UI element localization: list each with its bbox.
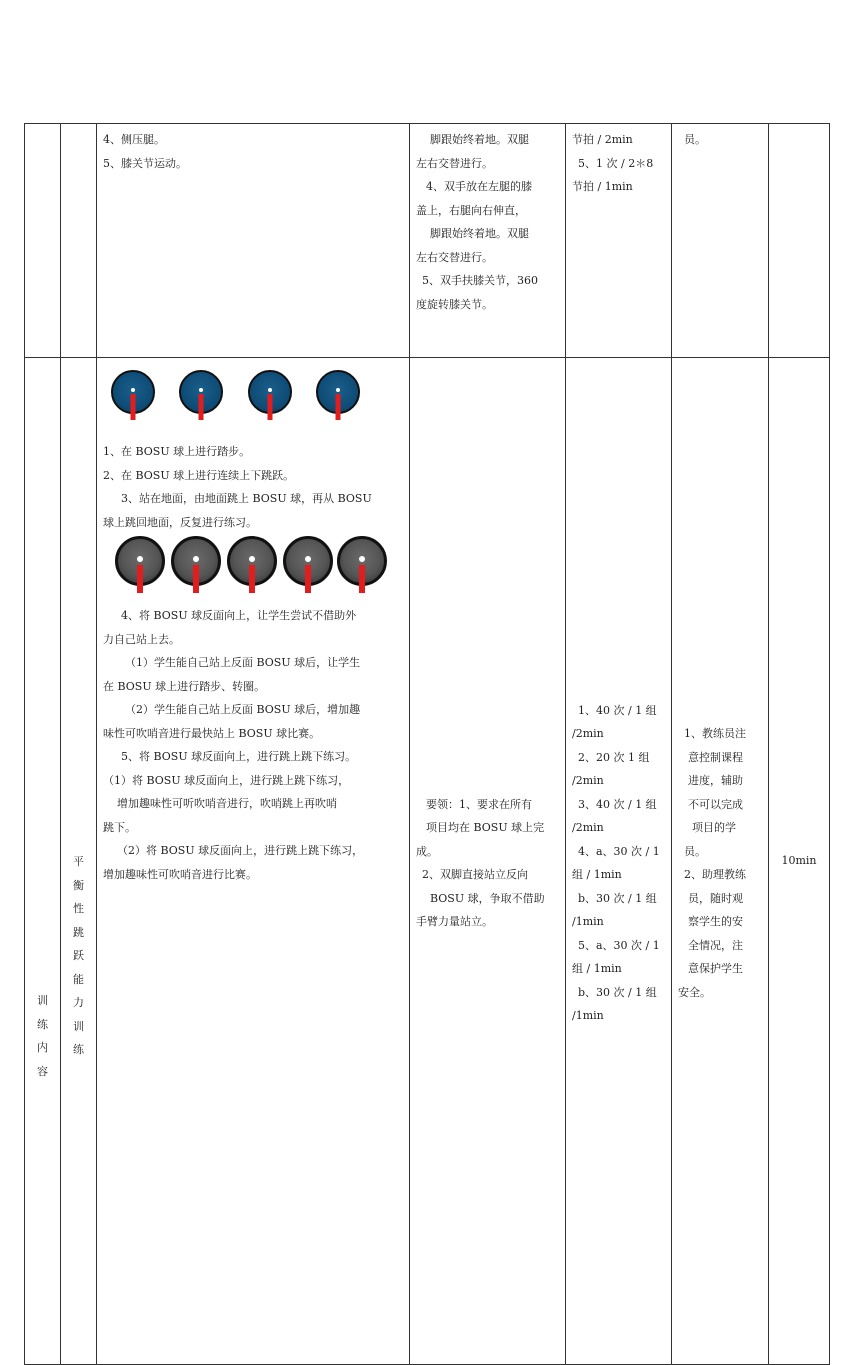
bosu-ball-image [316, 370, 360, 414]
text-line: 项目的学 [692, 821, 736, 834]
vertical-char: 容 [37, 1064, 48, 1078]
text-line: 增加趣味性可听吹哨音进行，吹哨跳上再吹哨 [117, 797, 337, 810]
content-lines-b [97, 604, 409, 886]
text-line: 5、a、30 次 / 1 [578, 938, 660, 952]
text-line: 安全。 [678, 985, 711, 999]
text-line: 意保护学生 [688, 962, 743, 975]
text-line: 不可以完成 [688, 797, 743, 811]
text-line: 脚跟始终着地。双腿 [430, 227, 529, 240]
text-line: 察学生的安 [688, 915, 743, 928]
time-cell-empty [769, 124, 830, 358]
vertical-char: 力 [73, 996, 84, 1010]
text-line: 组 / 1min [572, 962, 622, 975]
category-label [25, 989, 60, 1083]
category-cell-empty [25, 124, 61, 358]
vertical-char: 跃 [73, 949, 84, 963]
content-lines [97, 124, 409, 175]
text-line: 进度，辅助 [688, 774, 743, 787]
text-line: BOSU 球，争取不借助 [430, 891, 545, 905]
text-line: /2min [572, 821, 604, 834]
table-row-warmup [25, 124, 830, 358]
vertical-char: 练 [73, 1043, 84, 1057]
load-lines [566, 695, 671, 1028]
bosu-ball-reverse-image [171, 536, 221, 586]
text-line: /2min [572, 774, 604, 787]
text-line: 4、侧压腿。 [103, 133, 165, 146]
text-line: 手臂力量站立。 [416, 915, 493, 928]
method-cell [410, 358, 566, 1365]
text-line: 员。 [684, 844, 706, 858]
text-line: 项目均在 BOSU 球上完 [426, 821, 545, 834]
content-cell [97, 124, 410, 358]
bosu-ball-reverse-image [115, 536, 165, 586]
text-line: （2）将 BOSU 球反面向上，进行跳上跳下练习， [117, 844, 364, 857]
text-line: 要领：1、要求在所有 [426, 797, 532, 811]
subcategory-label [61, 850, 96, 1062]
vertical-char: 衡 [73, 878, 84, 892]
text-line: 球上跳回地面，反复进行练习。 [103, 515, 257, 529]
bosu-ball-figure-row-2 [97, 534, 409, 604]
text-line: b、30 次 / 1 组 [578, 891, 657, 905]
text-line: 4、将 BOSU 球反面向上，让学生尝试不借助外 [121, 609, 357, 622]
text-line: 4、双手放在左腿的膝 [426, 180, 532, 193]
text-line: 5、膝关节运动。 [103, 156, 187, 170]
lesson-plan-table [24, 123, 830, 1365]
text-line: 员，随时观 [688, 891, 743, 905]
text-line: 左右交替进行。 [416, 250, 493, 264]
bosu-ball-reverse-image [283, 536, 333, 586]
bosu-ball-image [179, 370, 223, 414]
vertical-char: 性 [73, 902, 84, 916]
text-line: （1）将 BOSU 球反面向上，进行跳上跳下练习， [103, 773, 350, 787]
vertical-char: 训 [37, 994, 48, 1007]
organization-cell [672, 124, 769, 358]
load-cell [566, 124, 672, 358]
vertical-char: 训 [73, 1019, 84, 1033]
method-lines [410, 789, 565, 934]
text-line: 左右交替进行。 [416, 156, 493, 170]
time-cell [769, 358, 830, 1365]
text-line: 成。 [416, 844, 438, 858]
subcategory-cell-empty [61, 124, 97, 358]
vertical-char: 能 [73, 972, 84, 986]
text-line: 2、双脚直接站立反向 [422, 868, 528, 881]
text-line: 2、20 次 1 组 [578, 750, 650, 764]
organization-lines [672, 124, 768, 152]
content-lines-a [97, 440, 409, 534]
bosu-ball-figure-row-1 [97, 364, 409, 440]
bosu-ball-reverse-image [227, 536, 277, 586]
category-cell [25, 358, 61, 1365]
text-line: 1、在 BOSU 球上进行踏步。 [103, 445, 251, 458]
text-line: 1、教练员注 [684, 727, 746, 740]
text-line: 节拍 / 1min [572, 180, 633, 193]
vertical-char: 练 [37, 1017, 48, 1031]
text-line: 员。 [684, 133, 706, 146]
text-line: 盖上，右腿向右伸直， [416, 203, 526, 217]
time-value: 10min [781, 854, 817, 868]
organization-lines [672, 718, 768, 1004]
text-line: 节拍 / 2min [572, 133, 633, 146]
subcategory-cell [61, 358, 97, 1365]
vertical-char: 跳 [73, 925, 84, 939]
text-line: 5、将 BOSU 球反面向上，进行跳上跳下练习。 [121, 750, 357, 763]
text-line: 3、站在地面，由地面跳上 BOSU 球，再从 BOSU [121, 492, 372, 505]
text-line: 意控制课程 [688, 750, 743, 764]
vertical-char: 平 [73, 855, 84, 869]
text-line: 5、双手扶膝关节，360 [422, 274, 538, 287]
text-line: 1、40 次 / 1 组 [578, 703, 657, 717]
text-line: /2min [572, 727, 604, 740]
bosu-ball-image [248, 370, 292, 414]
organization-cell [672, 358, 769, 1365]
text-line: 3、40 次 / 1 组 [578, 797, 657, 811]
vertical-char: 内 [37, 1041, 48, 1054]
text-line: 味性可吹哨音进行最快站上 BOSU 球比赛。 [103, 726, 321, 740]
text-line: 脚跟始终着地。双腿 [430, 133, 529, 146]
table-row-balance [25, 358, 830, 1365]
method-lines [410, 124, 565, 316]
text-line: 2、在 BOSU 球上进行连续上下跳跃。 [103, 468, 295, 482]
bosu-ball-reverse-image [337, 536, 387, 586]
text-line: （1）学生能自己站上反面 BOSU 球后，让学生 [125, 656, 361, 669]
load-lines [566, 124, 671, 199]
text-line: /1min [572, 1009, 604, 1022]
text-line: 力自己站上去。 [103, 632, 180, 646]
text-line: 跳下。 [103, 820, 136, 834]
text-line: 5、1 次 / 2＊8 [578, 156, 654, 170]
bosu-ball-image [111, 370, 155, 414]
text-line: （2）学生能自己站上反面 BOSU 球后，增加趣 [125, 703, 361, 716]
content-cell [97, 358, 410, 1365]
text-line: 2、助理教练 [684, 868, 746, 881]
method-cell [410, 124, 566, 358]
text-line: 在 BOSU 球上进行踏步、转圈。 [103, 679, 266, 693]
text-line: 全情况，注 [688, 938, 743, 952]
text-line: b、30 次 / 1 组 [578, 985, 657, 999]
text-line: 增加趣味性可吹哨音进行比赛。 [103, 867, 257, 881]
text-line: 4、a、30 次 / 1 [578, 844, 660, 858]
text-line: /1min [572, 915, 604, 928]
load-cell [566, 358, 672, 1365]
text-line: 度旋转膝关节。 [416, 297, 493, 311]
text-line: 组 / 1min [572, 868, 622, 881]
